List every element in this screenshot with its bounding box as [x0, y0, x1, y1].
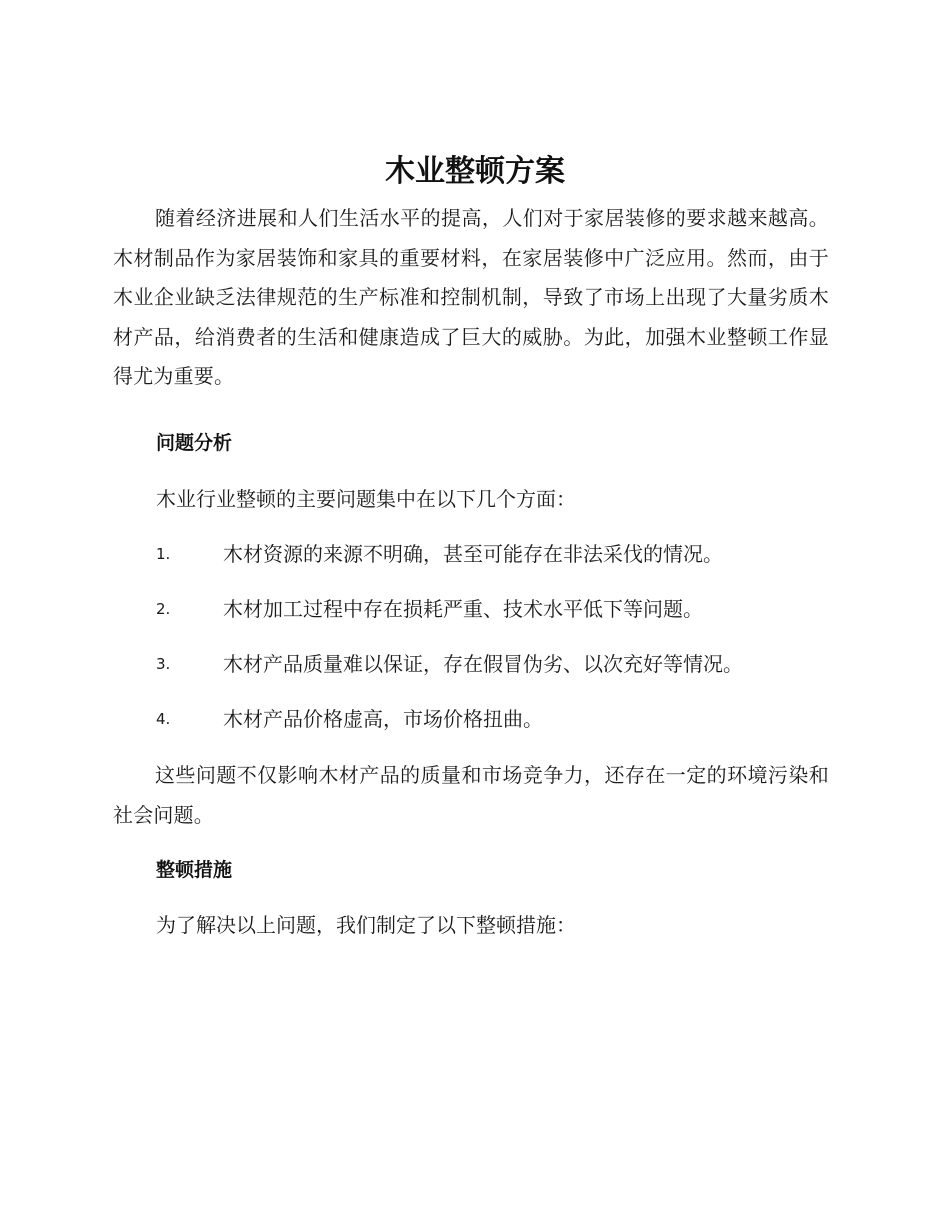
- list-item-text: 木材产品质量难以保证，存在假冒伪劣、以次充好等情况。: [223, 652, 743, 676]
- list-item-text: 木材加工过程中存在损耗严重、技术水平低下等问题。: [223, 597, 703, 621]
- section-heading-rectification-measures: 整顿措施: [156, 859, 233, 881]
- list-item: [156, 649, 856, 679]
- list-item: [156, 704, 856, 734]
- list-item-number: 2.: [156, 600, 171, 618]
- problem-conclusion-paragraph: 这些问题不仅影响木材产品的质量和市场竞争力，还存在一定的环境污染和社会问题。: [113, 763, 829, 827]
- section-heading-problem-analysis: 问题分析: [156, 432, 233, 454]
- list-item: [156, 539, 856, 569]
- list-item-number: 4.: [156, 710, 171, 728]
- list-item-text: 木材产品价格虚高，市场价格扭曲。: [223, 707, 543, 731]
- list-item-text: 木材资源的来源不明确，甚至可能存在非法采伐的情况。: [223, 542, 723, 566]
- list-item: [156, 594, 856, 624]
- rectification-measures-intro: 为了解决以上问题，我们制定了以下整顿措施：: [156, 913, 576, 937]
- intro-paragraph: 随着经济进展和人们生活水平的提高，人们对于家居装修的要求越来越高。木材制品作为家居装饰和家具的重要材料，在家居装修中广泛应用。然而，由于木业企业缺乏法律规范的生产标准和控制机制，导致了市场上出现了大量劣质木材产品，给消费者的生活和健康造成了巨大的威胁。为此，加强木业整顿工作显得尤为重要。: [113, 206, 829, 388]
- problem-analysis-intro: 木业行业整顿的主要问题集中在以下几个方面：: [156, 487, 576, 511]
- document-title: 木业整顿方案: [385, 154, 565, 189]
- list-item-number: 3.: [156, 655, 171, 673]
- list-item-number: 1.: [156, 545, 171, 563]
